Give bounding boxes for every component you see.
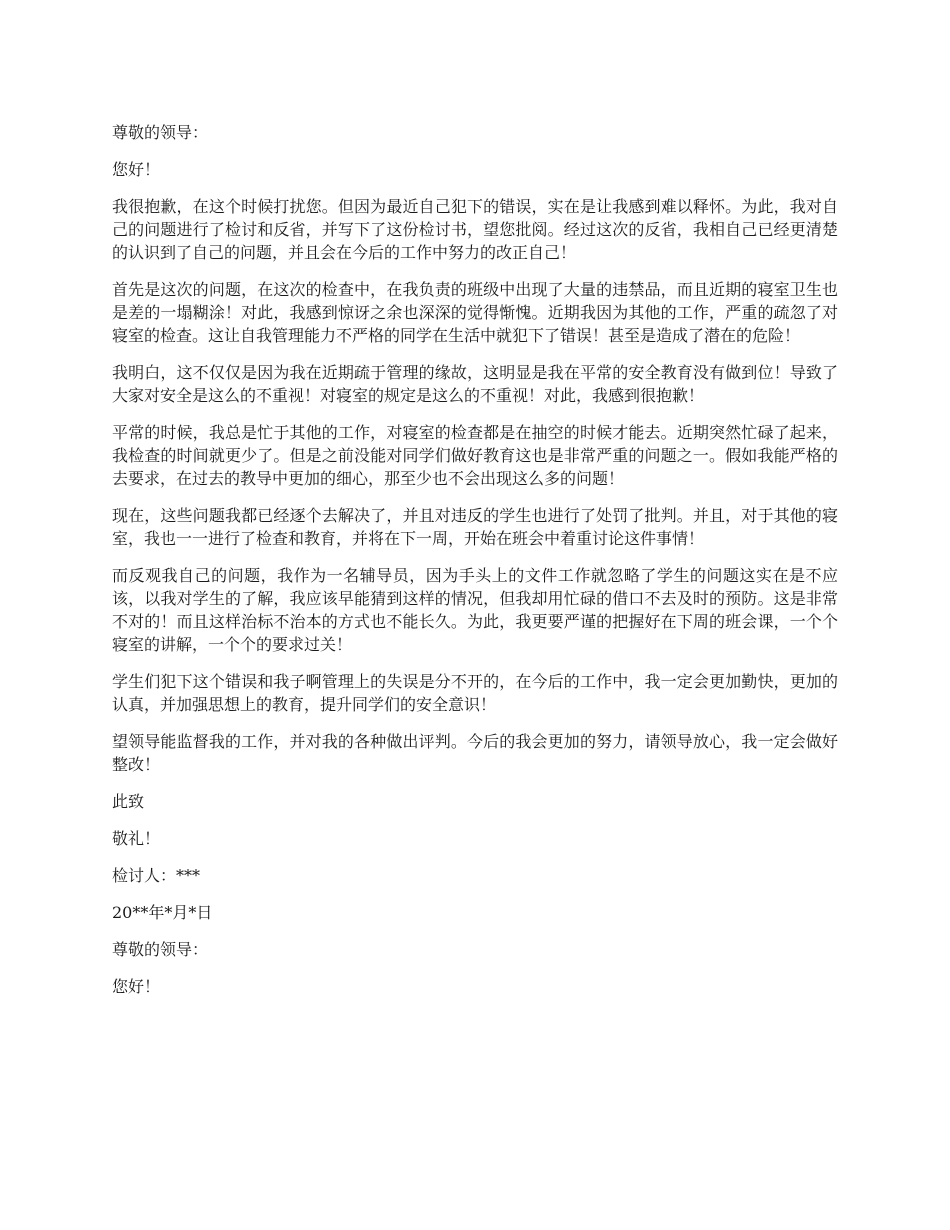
document-body (112, 121, 838, 1012)
signature-line: 检讨人：*** (112, 866, 201, 885)
closing-jingli: 敬礼！ (112, 829, 161, 848)
greeting-repeat: 您好！ (112, 977, 161, 996)
paragraph-routine: 平常的时候，我总是忙于其他的工作，对寝室的检查都是在抽空的时候才能去。近期突然忙碌了起来，我检查的时间就更少了。但是之前没能对同学们做好教育这也是非常严重的问题之一。假如我能严格的去要求，在过去的教导中更加的细心，那至少也不会出现这么多的问题！ (112, 423, 838, 488)
paragraph-understanding: 我明白，这不仅仅是因为我在近期疏于管理的缘故，这明显是我在平常的安全教育没有做到位！导致了大家对安全是这么的不重视！对寝室的规定是这么的不重视！对此，我感到很抱歉！ (112, 363, 838, 405)
paragraph-commitment: 学生们犯下这个错误和我子啊管理上的失误是分不开的，在今后的工作中，我一定会更加勤快，更加的认真，并加强思想上的教育，提升同学们的安全意识！ (112, 672, 838, 714)
paragraph-resolution: 现在，这些问题我都已经逐个去解决了，并且对违反的学生也进行了处罚了批判。并且，对于其他的寝室，我也一一进行了检查和教育，并将在下一周，开始在班会中着重讨论这件事情！ (112, 506, 838, 548)
paragraph-problem: 首先是这次的问题，在这次的检查中，在我负责的班级中出现了大量的违禁品，而且近期的寝室卫生也是差的一塌糊涂！对此，我感到惊讶之余也深深的觉得惭愧。近期我因为其他的工作，严重的疏忽了对寝室的检查。这让自我管理能力不严格的同学在生活中就犯下了错误！甚至是造成了潜在的危险！ (112, 280, 838, 345)
salutation: 尊敬的领导： (112, 123, 209, 142)
greeting: 您好！ (112, 160, 161, 179)
salutation-repeat: 尊敬的领导： (112, 940, 209, 959)
closing-cizhi: 此致 (112, 792, 145, 811)
paragraph-reflection: 而反观我自己的问题，我作为一名辅导员，因为手头上的文件工作就忽略了学生的问题这实在是不应该，以我对学生的了解，我应该早能猜到这样的情况，但我却用忙碌的借口不去及时的预防。这是非常不对的！而且这样治标不治本的方式也不能长久。为此，我更要严谨的把握好在下周的班会课，一个个寝室的讲解，一个个的要求过关！ (112, 566, 838, 654)
date-line: 20**年*月*日 (112, 903, 213, 922)
paragraph-apology: 我很抱歉，在这个时候打扰您。但因为最近自己犯下的错误，实在是让我感到难以释怀。为此，我对自己的问题进行了检讨和反省，并写下了这份检讨书，望您批阅。经过这次的反省，我相自己已经更清楚的认识到了自己的问题，并且会在今后的工作中努力的改正自己！ (112, 197, 838, 262)
paragraph-request: 望领导能监督我的工作，并对我的各种做出评判。今后的我会更加的努力，请领导放心，我一定会做好整改！ (112, 732, 838, 774)
